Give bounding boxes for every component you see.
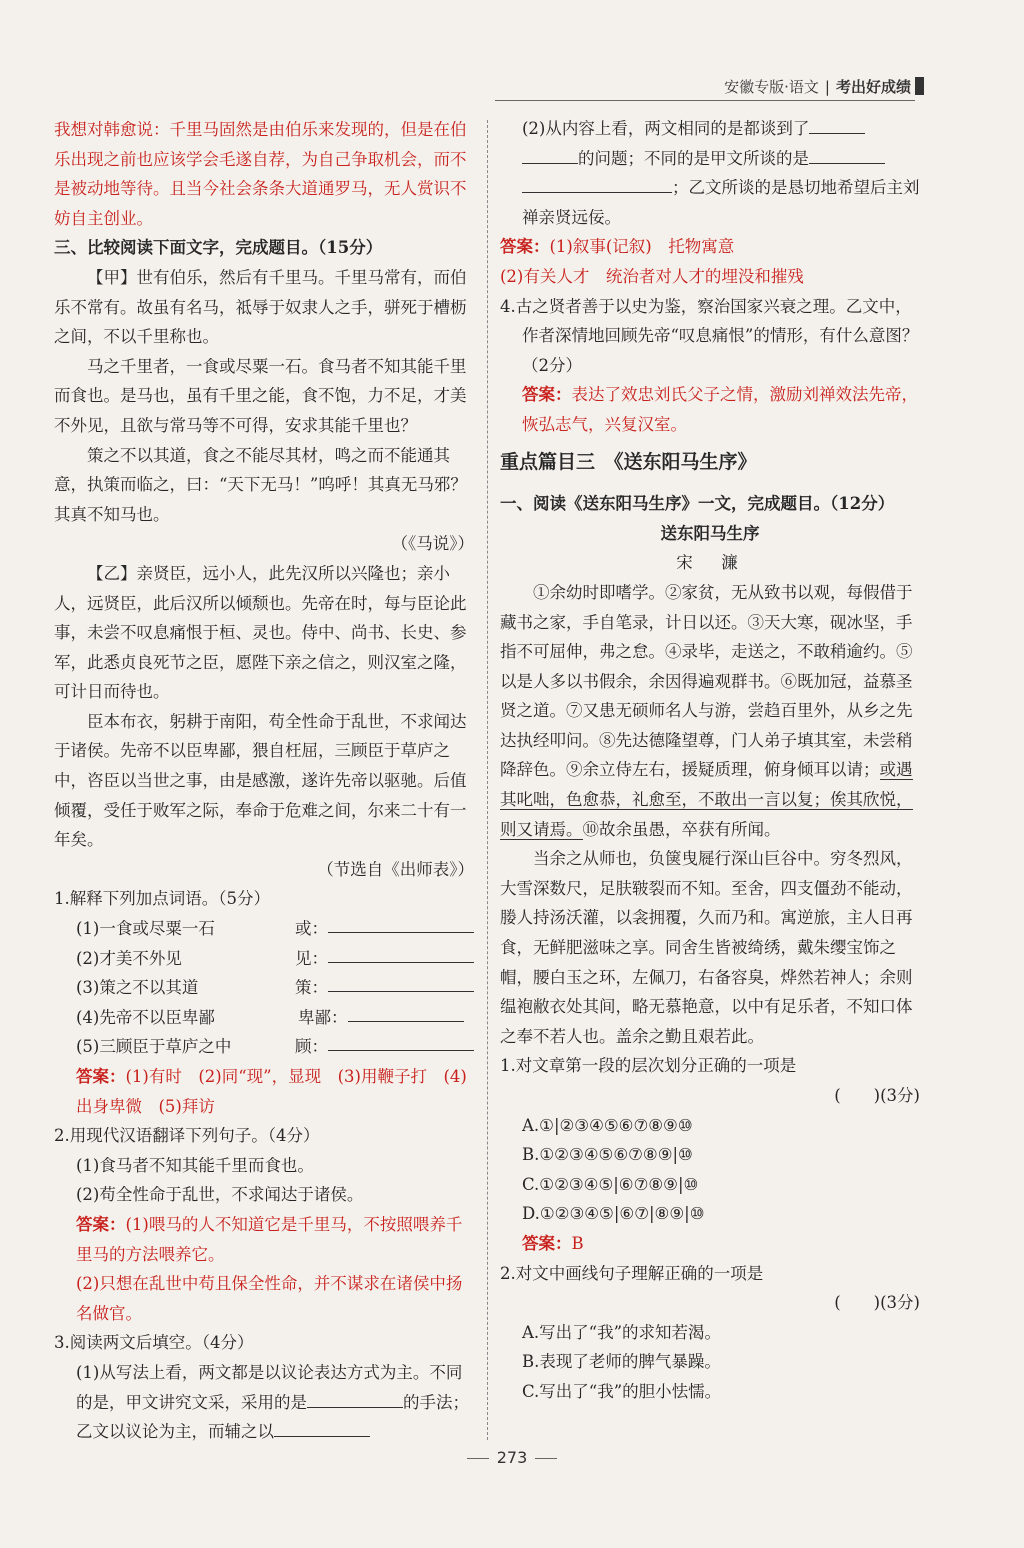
right-column	[500, 114, 920, 1407]
mcq-1-answer	[500, 1229, 920, 1259]
q3-answer-text-1: (1)叙事(记叙) 托物寓意	[549, 237, 735, 257]
q3-part-2	[500, 114, 920, 232]
prev-answer: 我想对韩愈说：千里马固然是由伯乐来发现的，但是在伯乐出现之前也应该学会毛遂自荐，为自己争取机会，而不是被动地等待。且当今社会条条大道通罗马，无人赏识不妨自主创业。	[54, 120, 467, 228]
answer-blank[interactable]	[348, 1003, 464, 1022]
q1-phrase: (1)一食或尽粟一石	[76, 919, 215, 939]
mcq-1-option-b[interactable]: B.①②③④⑤⑥⑦⑧⑨|⑩	[522, 1145, 693, 1165]
answer-blank[interactable]	[274, 1418, 370, 1437]
q3-part-1	[54, 1358, 474, 1447]
passage-jia-source: （《马说》）	[391, 534, 474, 554]
q1-phrase: (4)先帝不以臣卑鄙	[76, 1007, 215, 1027]
q2-answer-1	[54, 1210, 474, 1269]
answer-blank[interactable]	[328, 1032, 474, 1051]
passage-yi-p2: 臣本布衣，躬耕于南阳，苟全性命于乱世，不求闻达于诸侯。先帝不以臣卑鄙，猥自枉屈，三顾臣于草庐之中，咨臣以当世之事，由是感激，遂许先帝以驱驰。后值倾覆，受任于败军之际，奉命于危难之间，尔来二十有一年矣。	[54, 711, 467, 850]
footer-dash	[467, 1458, 489, 1459]
q3-part-1-text-a: (1)从写法上看，两文都是以议论表达方式为主。不同的是，甲文讲究文采，采用的是	[76, 1362, 463, 1412]
question-2: 2.用现代汉语翻译下列句子。（4分）	[54, 1126, 320, 1146]
mcq-1-score: ( )(3分)	[834, 1086, 920, 1105]
passage-yi-source: （节选自《出师表》）	[317, 859, 474, 879]
answer-blank[interactable]	[809, 115, 865, 134]
header-separator: |	[824, 78, 830, 96]
q2-answer-2: (2)只想在乱世中苟且保全性命，并不谋求在诸侯中扬名做官。	[76, 1274, 463, 1323]
q1-phrase: (3)策之不以其道	[76, 978, 199, 998]
underlined-sentence: 或遇其叱咄，色愈恭，礼愈至，不敢出一言以复；俟其欣悦，则又请焉。	[500, 760, 913, 839]
mcq-1: 1.对文章第一段的层次划分正确的一项是	[500, 1056, 797, 1076]
q1-word: 或：	[295, 919, 328, 939]
section-heading: 重点篇目三 《送东阳马生序》	[500, 450, 757, 473]
text-paragraph-1	[500, 578, 920, 844]
q1-answer-text: (1)有时 (2)同“现”，显现 (3)用鞭子打 (4)出身卑微 (5)拜访	[76, 1067, 467, 1116]
q2-sentence-2: (2)苟全性命于乱世，不求闻达于诸侯。	[76, 1185, 364, 1205]
footer-dash	[535, 1458, 557, 1459]
answer-blank[interactable]	[328, 914, 474, 933]
mcq-2-option-a[interactable]: A.写出了“我”的求知若渴。	[522, 1322, 722, 1342]
q3-part-2-text-c: ；乙文所谈的是恳切地希望后主刘禅亲贤远佞。	[522, 178, 920, 227]
answer-blank[interactable]	[328, 944, 474, 963]
part-one-title: 一、阅读《送东阳马生序》一文，完成题目。（12分）	[500, 494, 895, 514]
mcq-1-option-c[interactable]: C.①②③④⑤|⑥⑦⑧⑨|⑩	[522, 1174, 699, 1194]
edition-label: 安徽专版·语文	[724, 78, 819, 96]
q1-item-1	[54, 914, 474, 944]
passage-jia-p1: 【甲】世有伯乐，然后有千里马。千里马常有，而伯乐不常有。故虽有名马，祗辱于奴隶人之手，骈死于槽枥之间，不以千里称也。	[54, 267, 467, 347]
passage-jia-p2: 马之千里者，一食或尽粟一石。食马者不知其能千里而食也。是马也，虽有千里之能，食不饱，力不足，才美不外见，且欲与常马等不可得，安求其能千里也？	[54, 356, 467, 435]
q1-answer	[54, 1062, 474, 1121]
left-column	[54, 115, 474, 1447]
header-rule	[495, 100, 915, 101]
q1-word: 策：	[295, 978, 328, 998]
mcq-1-option-a[interactable]: A.①|②③④⑤⑥⑦⑧⑨⑩	[522, 1115, 693, 1135]
q1-word: 顾：	[295, 1037, 328, 1057]
q1-phrase: (2)才美不外见	[76, 948, 182, 968]
answer-blank[interactable]	[809, 145, 885, 164]
page-number: 273	[496, 1448, 528, 1467]
q1-word: 卑鄙：	[298, 1007, 348, 1027]
q3-part-2-text-a: (2)从内容上看，两文相同的是都谈到了	[522, 119, 810, 138]
q1-word: 见：	[295, 948, 328, 968]
text-paragraph-2: 当余之从师也，负箧曳屣行深山巨谷中。穷冬烈风，大雪深数尺，足肤皲裂而不知。至舍，四支僵劲不能动，媵人持汤沃灌，以衾拥覆，久而乃和。寓逆旅，主人日再食，无鲜肥滋味之享。同舍生皆被绮绣，戴朱缨宝饰之帽，腰白玉之环，左佩刀，右备容臭，烨然若神人；余则缊袍敝衣处其间，略无慕艳意，以中有足乐者，不知口体之奉不若人也。盖余之勤且艰若此。	[500, 849, 913, 1046]
answer-label: 答案：	[522, 385, 572, 405]
mcq-2-option-b[interactable]: B.表现了老师的脾气暴躁。	[522, 1352, 721, 1372]
mcq-1-option-d[interactable]: D.①②③④⑤|⑥⑦|⑧⑨|⑩	[522, 1204, 705, 1224]
text-p1-b: ⑩故余虽愚，卒获有所闻。	[582, 819, 781, 839]
mcq-1-answer-text: B	[571, 1233, 584, 1253]
mcq-2-option-c[interactable]: C.写出了“我”的胆小怯懦。	[522, 1381, 722, 1401]
page-number-footer	[0, 1448, 1024, 1467]
q1-phrase: (5)三顾臣于草庐之中	[76, 1037, 232, 1057]
page-header	[724, 76, 924, 97]
passage-yi-p1: 【乙】亲贤臣，远小人，此先汉所以兴隆也；亲小人，远贤臣，此后汉所以倾颓也。先帝在时，每与臣论此事，未尝不叹息痛恨于桓、灵也。侍中、尚书、长史、参军，此悉贞良死节之臣，愿陛下亲之信之，则汉室之隆，可计日而待也。	[54, 563, 467, 702]
text-author: 宋 濂	[676, 553, 744, 573]
question-4: 4.古之贤者善于以史为鉴，察治国家兴衰之理。乙文中，作者深情地回顾先帝“叹息痛恨”的情形，有什么意图？（2分）	[500, 296, 919, 375]
question-1: 1.解释下列加点词语。（5分）	[54, 889, 270, 909]
q4-answer	[500, 380, 920, 439]
answer-label: 答案：	[76, 1214, 126, 1234]
q1-item-5	[54, 1032, 474, 1062]
answer-blank[interactable]	[328, 973, 474, 992]
q4-answer-text: 表达了效忠刘氏父子之情，激励刘禅效法先帝，恢弘志气，兴复汉室。	[522, 385, 918, 434]
q3-part-1-text-b: 的手法；乙文以议论为主，而辅之以	[76, 1392, 469, 1442]
mcq-2-score: ( )(3分)	[834, 1293, 920, 1313]
question-3: 3.阅读两文后填空。（4分）	[54, 1333, 254, 1353]
q3-answer-2: (2)有关人才 统治者对人才的埋没和摧残	[500, 266, 804, 286]
answer-label: 答案：	[500, 237, 550, 257]
answer-blank[interactable]	[522, 145, 578, 164]
q1-item-3	[54, 973, 474, 1003]
q2-sentence-1: (1)食马者不知其能千里而食也。	[76, 1155, 314, 1175]
text-title: 送东阳马生序	[660, 523, 760, 543]
section-three-title: 三、比较阅读下面文字，完成题目。（15分）	[54, 238, 383, 258]
q1-item-2	[54, 944, 474, 974]
answer-blank[interactable]	[307, 1389, 403, 1408]
q2-answer-text-1: (1)喂马的人不知道它是千里马，不按照喂养千里马的方法喂养它。	[76, 1214, 463, 1264]
series-slogan: 考出好成绩	[835, 78, 911, 96]
mcq-2: 2.对文中画线句子理解正确的一项是	[500, 1263, 764, 1283]
q3-answer-1	[500, 232, 920, 262]
text-p1-a: ①余幼时即嗜学。②家贫，无从致书以观，每假借于藏书之家，手自笔录，计日以还。③天大寒，砚冰坚，手指不可屈伸，弗之怠。④录毕，走送之，不敢稍逾约。⑤以是人多以书假余，余因得遍观群书。⑥既加冠，益慕圣贤之道。⑦又患无硕师名人与游，尝趋百里外，从乡之先达执经叩问。⑧先达德隆望尊，门人弟子填其室，未尝稍降辞色。⑨余立侍左右，援疑质理，俯身倾耳以请；	[500, 582, 913, 780]
passage-jia-p3: 策之不以其道，食之不能尽其材，鸣之而不能通其意，执策而临之，曰：“天下无马！”呜呼！其真无马邪？其真不知马也。	[54, 445, 467, 524]
answer-label: 答案：	[522, 1233, 572, 1253]
header-bar-mark	[915, 77, 924, 95]
answer-blank[interactable]	[522, 174, 672, 193]
q1-item-4	[54, 1003, 474, 1033]
q3-part-2-text-b: 的问题；不同的是甲文所谈的是	[578, 148, 809, 168]
column-divider	[487, 120, 488, 1440]
answer-label: 答案：	[76, 1067, 126, 1086]
